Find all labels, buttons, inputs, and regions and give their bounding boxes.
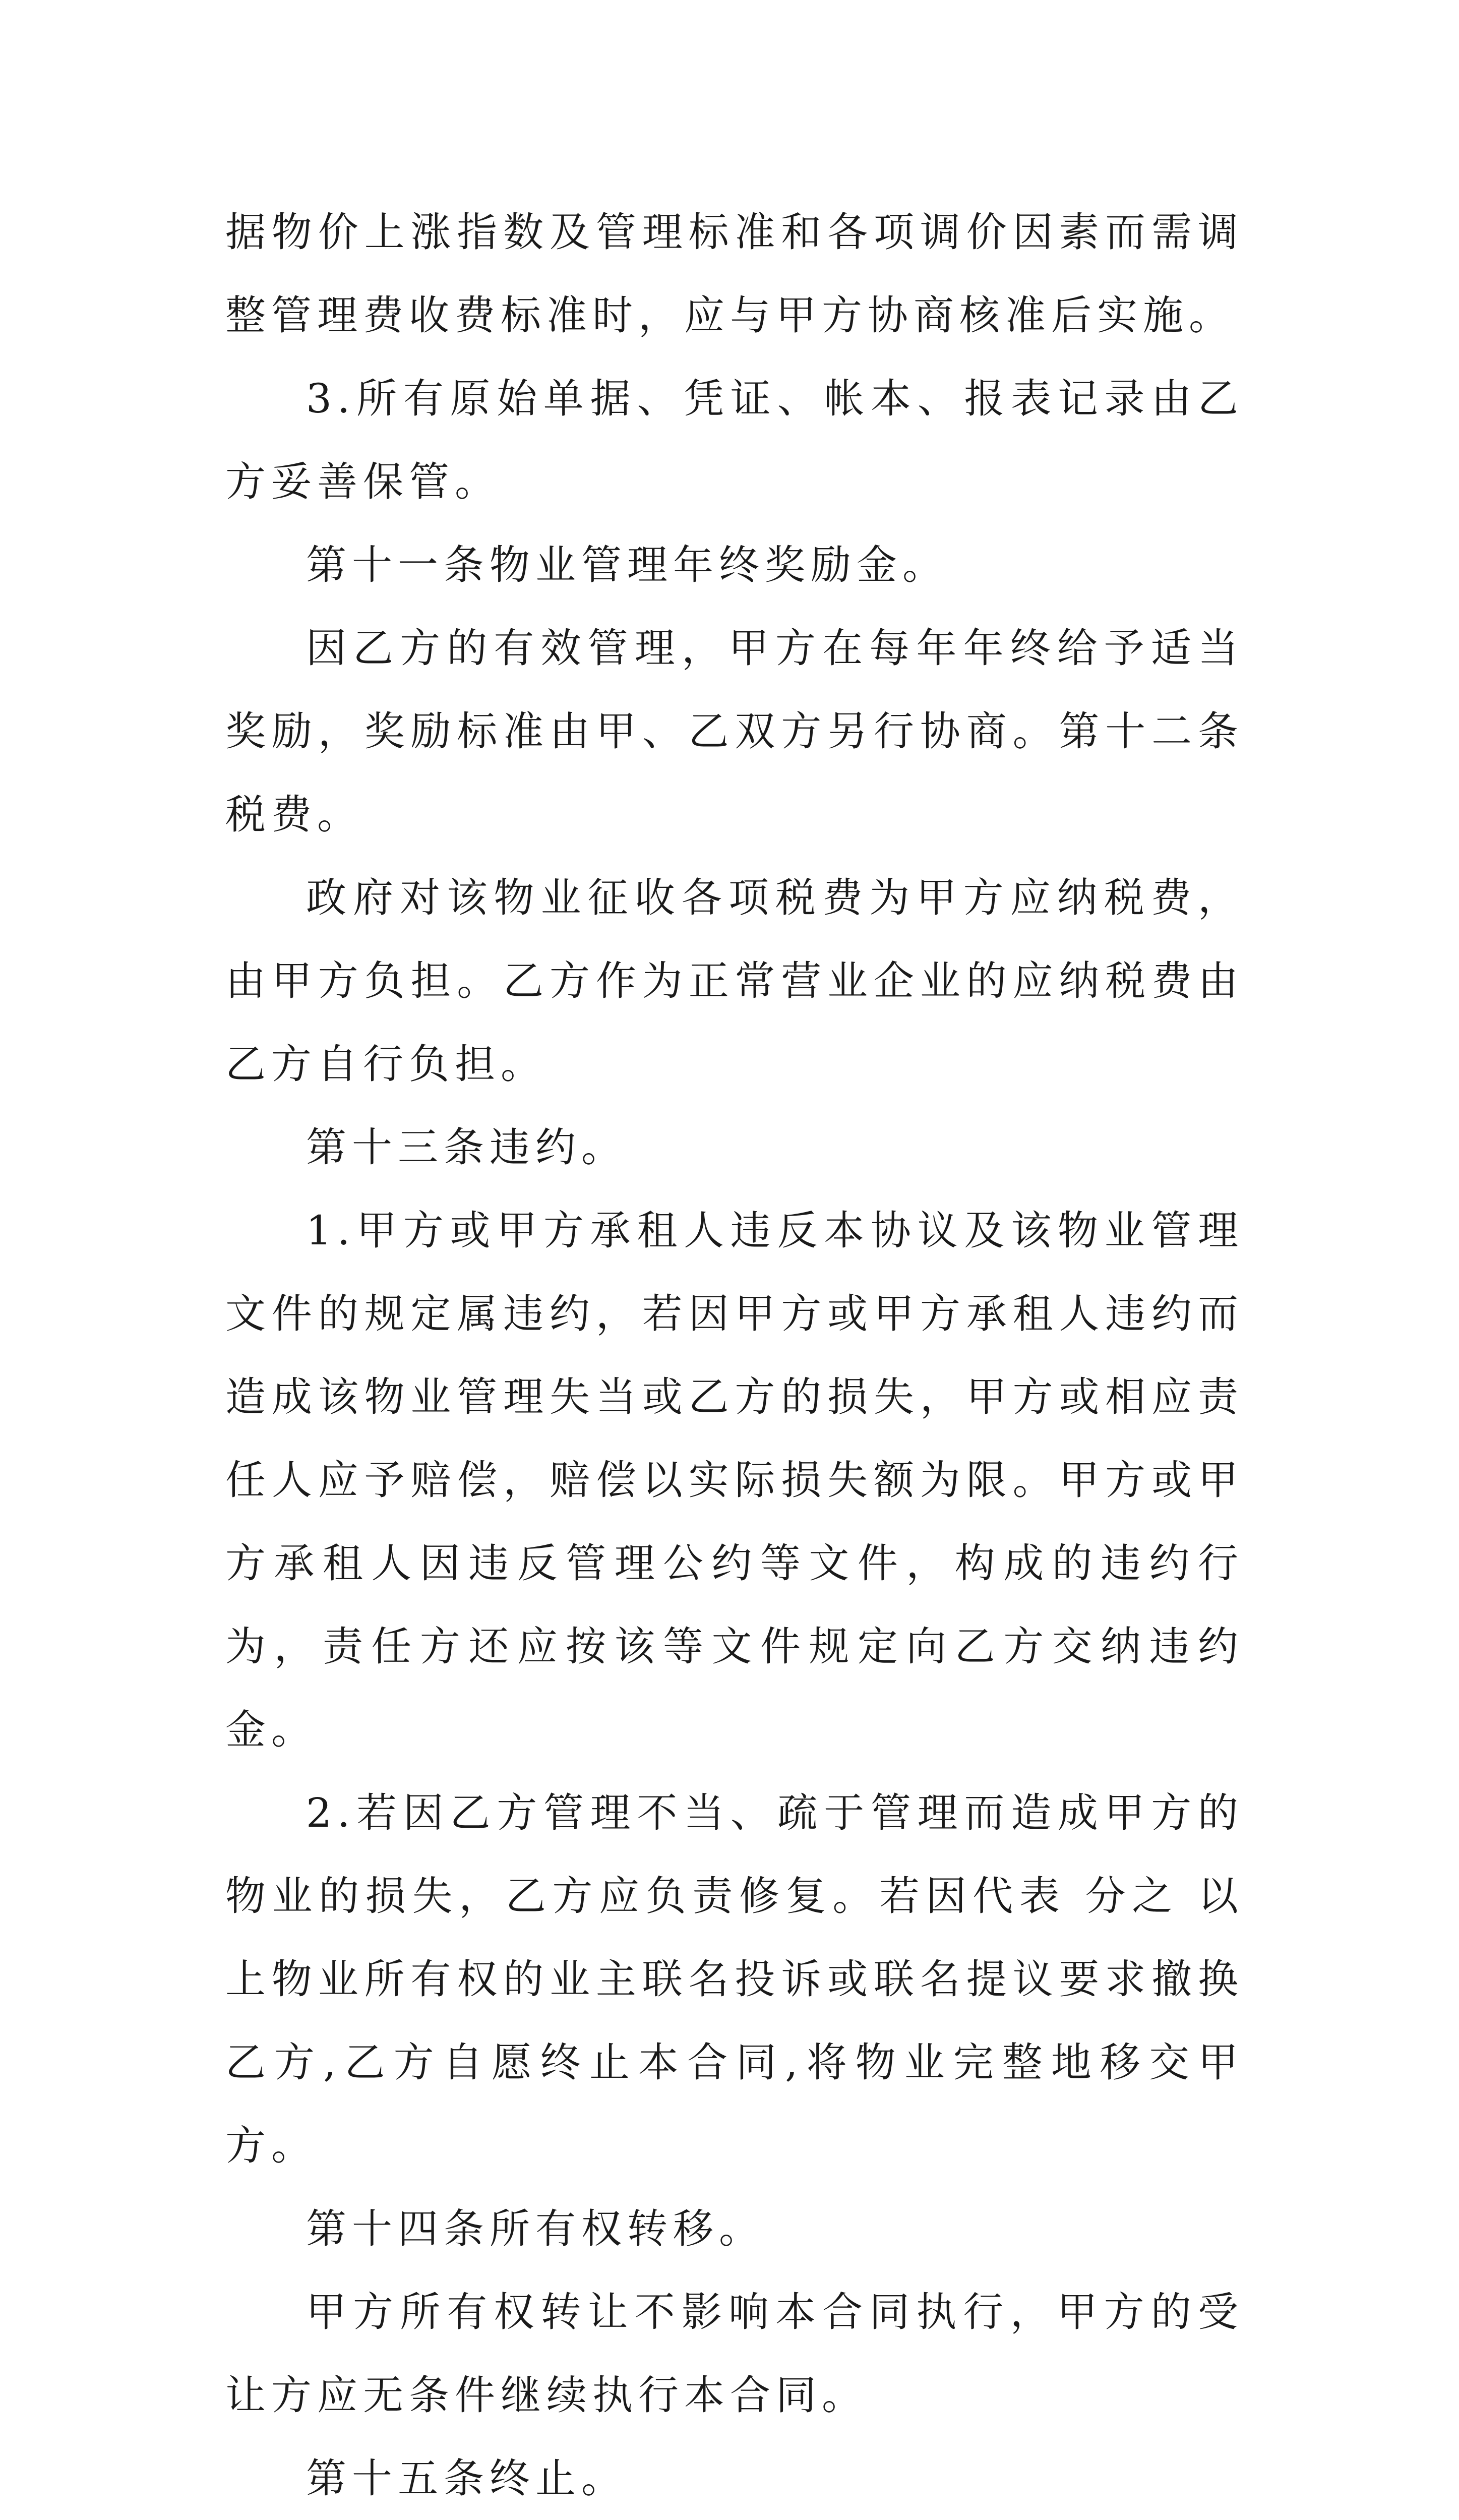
paragraph-year-end-bonus: 因乙方的有效管理，甲方在每年年终给予适当奖励，奖励标准由甲、乙双方另行协商。第十二条税费。 xyxy=(225,625,1244,838)
heading-article-14: 第十四条所有权转移。 xyxy=(306,2205,765,2252)
paragraph-taxes: 政府对该物业征收各项税费为甲方应纳税费，由甲方负担。乙方作为正常营业企业的应纳税费由乙方自行负担。 xyxy=(225,874,1244,1088)
paragraph-breach-party-a: 1.甲方或甲方承租人违反本协议及该物业管理文件的规定属违约，若因甲方或甲方承租人违约而造成该物业管理失当或乙方的损失，甲方或相应责任人应予赔偿，赔偿以实际损失额为限。甲方或甲方承租人因违反管理公约等文件，构成的违约行为，责任方还应按该等文件规定向乙方交纳违约金。 xyxy=(225,1207,1244,1753)
document-body xyxy=(225,191,1244,2520)
paragraph-records-custody: 3.所有原始单据、凭证、帐本、报表记录由乙方妥善保管。 xyxy=(225,375,1244,505)
paragraph-fee-adjustment: 据物价上涨指数及管理标准和各项调价因素而需调整管理费收费标准时，应与甲方协商核准后实施。 xyxy=(225,209,1244,339)
heading-article-13: 第十三条违约。 xyxy=(306,1124,627,1171)
paragraph-breach-party-b: 2.若因乙方管理不当、疏于管理而造成甲方的物业的损失，乙方应负责修复。若因代表 分之 以上物业所有权的业主联名投诉或联名提议要求撤换乙方,乙方自愿终止本合同,将物业完整地移交甲方。 xyxy=(225,1789,1244,2169)
heading-article-15: 第十五条终止。 xyxy=(306,2455,627,2502)
paragraph-ownership-transfer: 甲方所有权转让不影响本合同执行，甲方的受让方应无条件继续执行本合同。 xyxy=(225,2289,1244,2419)
heading-article-11: 第十一条物业管理年终奖励金。 xyxy=(306,542,948,588)
